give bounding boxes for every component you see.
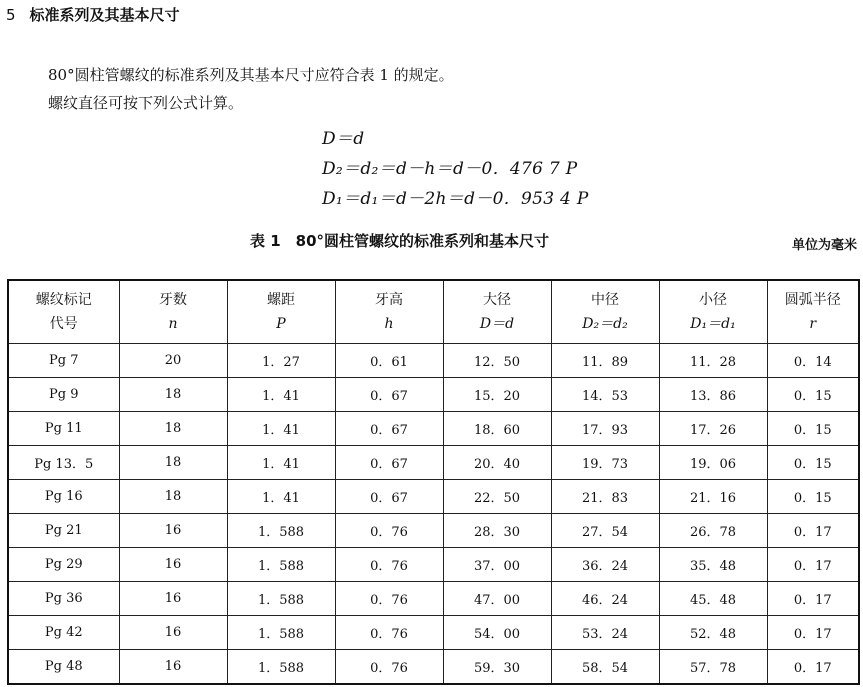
table-cell: 0．15 — [767, 480, 859, 514]
table-cell: 53．24 — [551, 616, 659, 650]
thread-spec-table — [7, 279, 860, 685]
table-cell: 0．15 — [767, 412, 859, 446]
table-cell: 0．76 — [335, 548, 443, 582]
equation-pitch-diameter: D₂＝d₂＝d－h＝d－0．476 7 P — [322, 159, 578, 179]
equation-minor-diameter: D₁＝d₁＝d－2h＝d－0．953 4 P — [322, 189, 589, 209]
section-heading — [6, 4, 180, 25]
table-cell: 0．61 — [335, 344, 443, 378]
table-cell: 1．41 — [227, 446, 335, 480]
table-cell: 18 — [119, 412, 227, 446]
table-cell: 0．17 — [767, 616, 859, 650]
table-cell: 20．40 — [443, 446, 551, 480]
header-cell: 中径 D₂＝d₂ — [551, 280, 659, 344]
table-cell: 0．17 — [767, 582, 859, 616]
table-cell: 19．73 — [551, 446, 659, 480]
table-row — [8, 480, 859, 514]
thread-designation-cell: Pg 21 — [8, 514, 119, 548]
table-cell: 0．14 — [767, 344, 859, 378]
table-cell: 18．60 — [443, 412, 551, 446]
table-cell: 16 — [119, 650, 227, 685]
table-cell: 27．54 — [551, 514, 659, 548]
table-cell: 1．588 — [227, 514, 335, 548]
table-cell: 18 — [119, 378, 227, 412]
thread-designation-cell: Pg 42 — [8, 616, 119, 650]
table-cell: 0．15 — [767, 378, 859, 412]
table-cell: 0．76 — [335, 616, 443, 650]
thread-designation-cell: Pg 48 — [8, 650, 119, 685]
table-cell: 21．83 — [551, 480, 659, 514]
table-cell: 11．89 — [551, 344, 659, 378]
table-cell: 13．86 — [659, 378, 767, 412]
table-cell: 0．17 — [767, 650, 859, 685]
table-cell: 45．48 — [659, 582, 767, 616]
table-cell: 14．53 — [551, 378, 659, 412]
paragraph-formula-intro: 螺纹直径可按下列公式计算。 — [48, 94, 244, 112]
table-cell: 0．15 — [767, 446, 859, 480]
table-row — [8, 514, 859, 548]
table-cell: 35．48 — [659, 548, 767, 582]
table-cell: 0．17 — [767, 548, 859, 582]
table-cell: 1．588 — [227, 650, 335, 685]
table-cell: 0．76 — [335, 650, 443, 685]
thread-designation-cell: Pg 36 — [8, 582, 119, 616]
table-cell: 0．67 — [335, 412, 443, 446]
table-cell: 18 — [119, 446, 227, 480]
table-cell: 19．06 — [659, 446, 767, 480]
table-row — [8, 344, 859, 378]
table-cell: 0．17 — [767, 514, 859, 548]
table-cell: 11．28 — [659, 344, 767, 378]
table-cell: 54．00 — [443, 616, 551, 650]
table-cell: 0．76 — [335, 514, 443, 548]
header-cell: 小径 D₁＝d₁ — [659, 280, 767, 344]
thread-designation-cell: Pg 13．5 — [8, 446, 119, 480]
table-header-row — [8, 280, 859, 344]
section-title: 标准系列及其基本尺寸 — [29, 6, 180, 24]
table-row — [8, 616, 859, 650]
thread-designation-cell: Pg 16 — [8, 480, 119, 514]
table-cell: 12．50 — [443, 344, 551, 378]
table-cell: 37．00 — [443, 548, 551, 582]
table-cell: 0．67 — [335, 480, 443, 514]
table-cell: 26．78 — [659, 514, 767, 548]
table-cell: 15．20 — [443, 378, 551, 412]
table-cell: 0．67 — [335, 378, 443, 412]
table-cell: 0．67 — [335, 446, 443, 480]
header-cell: 牙高 h — [335, 280, 443, 344]
table-cell: 17．93 — [551, 412, 659, 446]
table-cell: 1．41 — [227, 378, 335, 412]
table-body — [8, 344, 859, 685]
table-unit: 单位为毫米 — [791, 238, 857, 253]
table-cell: 0．76 — [335, 582, 443, 616]
table-cell: 57．78 — [659, 650, 767, 685]
table-cell: 36．24 — [551, 548, 659, 582]
thread-designation-cell: Pg 11 — [8, 412, 119, 446]
table-cell: 16 — [119, 548, 227, 582]
thread-designation-cell: Pg 9 — [8, 378, 119, 412]
paragraph-standard-reference: 80°圆柱管螺纹的标准系列及其基本尺寸应符合表 1 的规定。 — [48, 66, 454, 84]
table-cell: 47．00 — [443, 582, 551, 616]
header-cell: 圆弧半径 r — [767, 280, 859, 344]
header-cell: 螺距 P — [227, 280, 335, 344]
table-cell: 16 — [119, 514, 227, 548]
thread-designation-cell: Pg 29 — [8, 548, 119, 582]
table-cell: 1．588 — [227, 582, 335, 616]
header-cell: 牙数 n — [119, 280, 227, 344]
table-cell: 58．54 — [551, 650, 659, 685]
table-row — [8, 378, 859, 412]
table-cell: 20 — [119, 344, 227, 378]
table-cell: 1．41 — [227, 412, 335, 446]
thread-designation-cell: Pg 7 — [8, 344, 119, 378]
header-cell: 大径 D＝d — [443, 280, 551, 344]
table-cell: 22．50 — [443, 480, 551, 514]
table-cell: 21．16 — [659, 480, 767, 514]
table-cell: 46．24 — [551, 582, 659, 616]
table-cell: 16 — [119, 582, 227, 616]
table-row — [8, 548, 859, 582]
table-cell: 59．30 — [443, 650, 551, 685]
table-cell: 1．588 — [227, 548, 335, 582]
table-cell: 1．41 — [227, 480, 335, 514]
table-cell: 52．48 — [659, 616, 767, 650]
section-number: 5 — [6, 6, 16, 24]
table-cell: 1．27 — [227, 344, 335, 378]
table-row — [8, 582, 859, 616]
table-row — [8, 650, 859, 685]
table-cell: 18 — [119, 480, 227, 514]
table-cell: 17．26 — [659, 412, 767, 446]
table-row — [8, 412, 859, 446]
header-cell: 螺纹标记 代号 — [8, 280, 119, 344]
table-row — [8, 446, 859, 480]
table-cell: 1．588 — [227, 616, 335, 650]
table-caption: 表 1 80°圆柱管螺纹的标准系列和基本尺寸 — [250, 232, 550, 250]
equation-major-diameter: D＝d — [322, 129, 365, 149]
table-cell: 28．30 — [443, 514, 551, 548]
table-cell: 16 — [119, 616, 227, 650]
